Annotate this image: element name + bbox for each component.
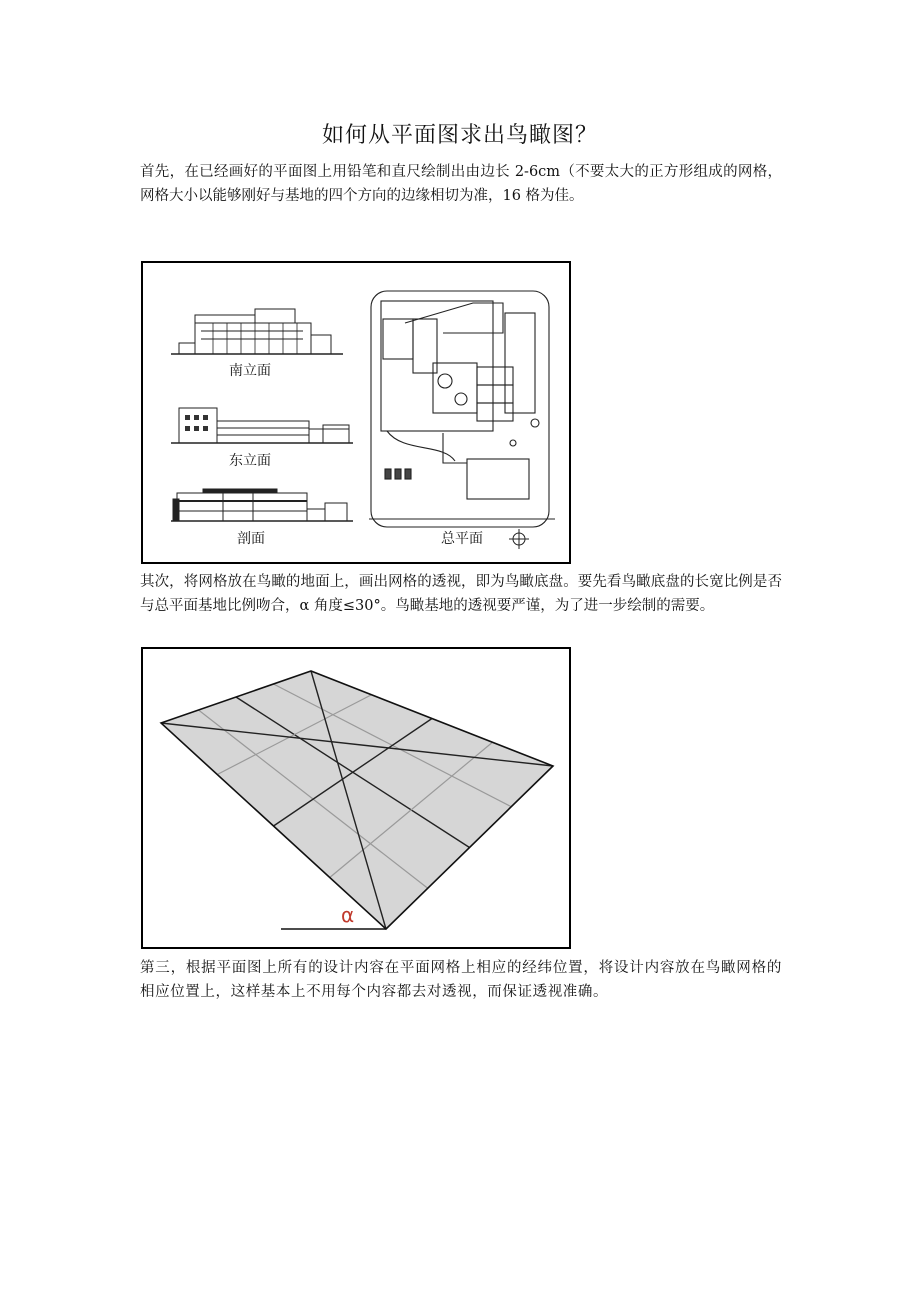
site-plan: [369, 291, 555, 527]
figure-plan-elevations: [141, 261, 571, 564]
paragraph-1: 首先，在已经画好的平面图上用铅笔和直尺绘制出由边长 2-6cm（不要太大的正方形组成的网格，网格大小以能够刚好与基地的四个方向的边缘相切为准，16 格为佳。: [140, 164, 782, 204]
label-south-elevation: 南立面: [229, 363, 271, 379]
north-arrow-icon: [509, 529, 529, 549]
paragraph-3: 第三，根据平面图上所有的设计内容在平面网格上相应的经纬位置，将设计内容放在鸟瞰网格的相应位置上，这样基本上不用每个内容都去对透视，而保证透视准确。: [140, 960, 782, 1000]
label-site-plan: 总平面: [441, 531, 483, 547]
plan-elevations-drawing: [143, 263, 569, 562]
page-title: 如何从平面图求出鸟瞰图？: [321, 123, 598, 148]
east-elevation: [171, 408, 353, 443]
section-drawing: [171, 489, 353, 521]
perspective-grid-drawing: [143, 649, 569, 947]
alpha-label: α: [341, 903, 355, 927]
paragraph-2: 其次，将网格放在鸟瞰的地面上，画出网格的透视，即为鸟瞰底盘。要先看鸟瞰底盘的长宽比例是否与总平面基地比例吻合，α 角度≤30°。鸟瞰基地的透视要严谨，为了进一步绘制的需要。: [140, 574, 782, 614]
south-elevation: [171, 309, 343, 354]
grid-base-quad: [161, 671, 553, 929]
figure-perspective-grid: [141, 647, 571, 949]
label-section: 剖面: [237, 531, 265, 547]
label-east-elevation: 东立面: [229, 453, 271, 469]
